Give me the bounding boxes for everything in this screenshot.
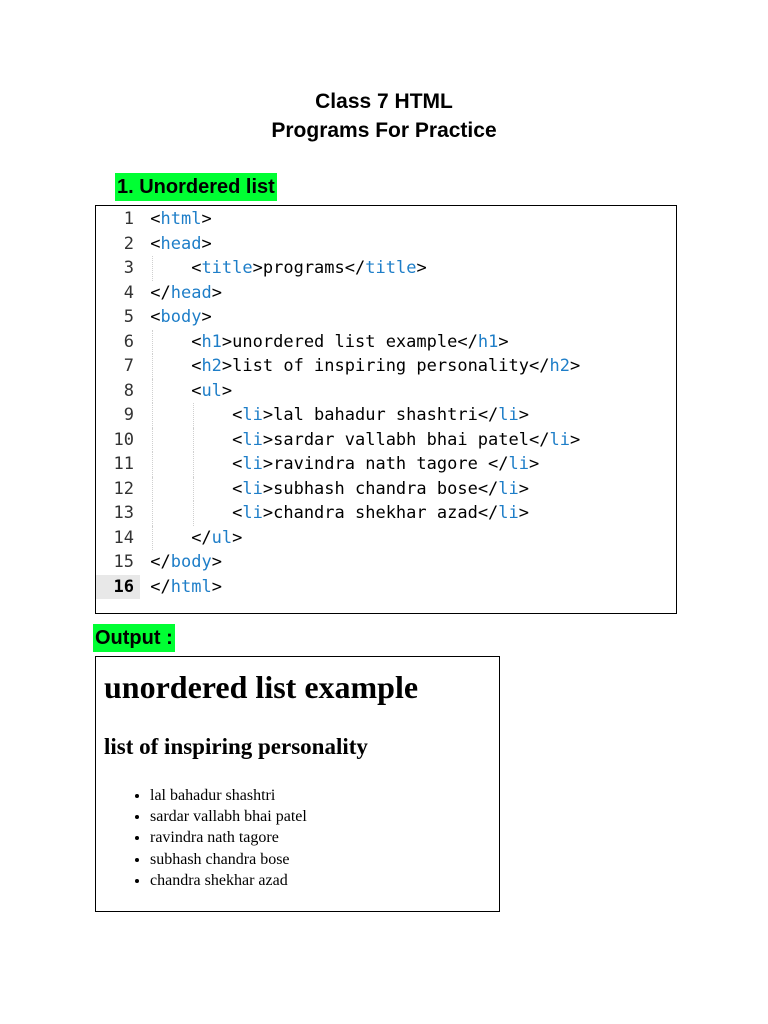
code-line bbox=[96, 526, 676, 551]
code-line bbox=[96, 452, 676, 477]
code-line bbox=[96, 330, 676, 355]
code-text: <html> bbox=[150, 209, 212, 229]
code-text: <li>chandra shekhar azad</li> bbox=[232, 503, 530, 523]
line-number: 10 bbox=[113, 429, 134, 450]
code-line bbox=[96, 428, 676, 453]
code-line bbox=[96, 403, 676, 428]
code-line bbox=[96, 550, 676, 575]
list-item: • lal bahadur shashtri bbox=[150, 785, 307, 806]
code-line bbox=[96, 575, 676, 600]
list-item: • chandra shekhar azad bbox=[150, 870, 307, 891]
code-text: </head> bbox=[150, 282, 222, 303]
code-text: <body> bbox=[150, 307, 212, 327]
code-text: <h2>list of inspiring personality</h2> bbox=[191, 356, 581, 376]
code-text: <li>lal bahadur shashtri</li> bbox=[232, 405, 530, 425]
code-text: <head> bbox=[150, 233, 212, 254]
code-text: </body> bbox=[150, 552, 222, 572]
code-text: <li>ravindra nath tagore </li> bbox=[232, 454, 540, 474]
code-line bbox=[96, 305, 676, 330]
line-number: 15 bbox=[113, 552, 134, 572]
code-line bbox=[96, 207, 676, 232]
line-number: 7 bbox=[123, 356, 134, 376]
code-listing bbox=[95, 205, 677, 614]
line-number: 5 bbox=[123, 307, 134, 327]
section-heading-unordered-list: 1. Unordered list bbox=[115, 173, 277, 201]
title-line-1: Class 7 HTML bbox=[315, 90, 453, 113]
title-line-2: Programs For Practice bbox=[271, 119, 497, 142]
list-item: • ravindra nath tagore bbox=[150, 827, 307, 848]
line-number: 2 bbox=[123, 233, 134, 254]
output-bullet-list bbox=[150, 785, 307, 891]
code-line bbox=[96, 281, 676, 306]
code-line bbox=[96, 232, 676, 257]
line-number: 1 bbox=[123, 209, 134, 229]
line-number: 3 bbox=[123, 258, 134, 278]
line-number: 16 bbox=[96, 575, 140, 600]
line-number: 11 bbox=[113, 454, 134, 474]
line-number: 14 bbox=[113, 527, 134, 548]
code-text: <li>subhash chandra bose</li> bbox=[232, 478, 530, 499]
output-preview bbox=[95, 656, 500, 912]
output-heading-1: unordered list example bbox=[104, 669, 419, 705]
code-line bbox=[96, 477, 676, 502]
code-text: </html> bbox=[150, 576, 222, 597]
code-text: <title>programs</title> bbox=[191, 258, 427, 278]
list-item: • subhash chandra bose bbox=[150, 849, 307, 870]
code-line bbox=[96, 379, 676, 404]
line-number: 8 bbox=[123, 380, 134, 401]
code-line bbox=[96, 354, 676, 379]
code-text: <li>sardar vallabh bhai patel</li> bbox=[232, 429, 581, 450]
line-number: 9 bbox=[123, 405, 134, 425]
code-text: <h1>unordered list example</h1> bbox=[191, 331, 509, 352]
line-number: 13 bbox=[113, 503, 134, 523]
list-item: • sardar vallabh bhai patel bbox=[150, 806, 307, 827]
code-text: <ul> bbox=[191, 380, 233, 401]
output-heading-2: list of inspiring personality bbox=[104, 734, 368, 759]
section-heading-output: Output : bbox=[93, 624, 175, 652]
line-number: 12 bbox=[113, 478, 134, 499]
document-title bbox=[0, 87, 768, 145]
line-number: 4 bbox=[123, 282, 134, 303]
code-line bbox=[96, 256, 676, 281]
code-line bbox=[96, 501, 676, 526]
code-text: </ul> bbox=[191, 527, 243, 548]
line-number: 6 bbox=[123, 331, 134, 352]
